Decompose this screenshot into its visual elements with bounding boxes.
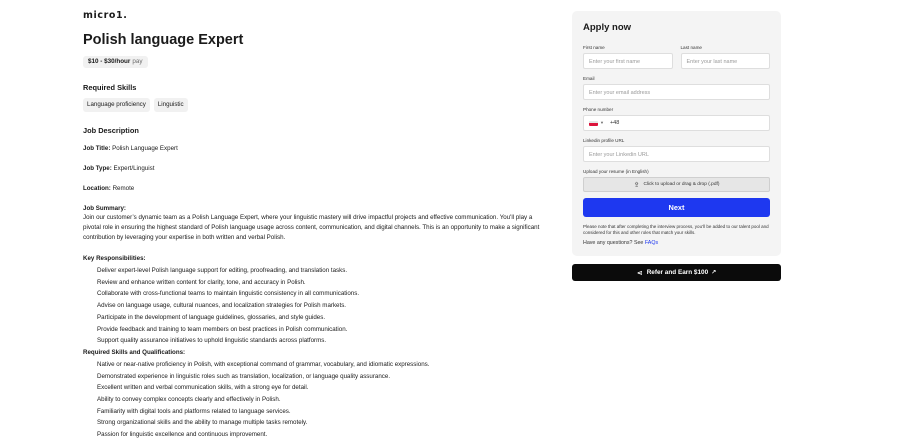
job-title-label: Job Title: bbox=[83, 145, 111, 152]
upload-icon: ⇪ bbox=[633, 181, 640, 189]
job-description-heading: Job Description bbox=[83, 126, 139, 135]
list-item: Demonstrated experience in linguistic roles such as translation, localization, or language quality assurance. bbox=[97, 372, 391, 380]
refer-earn-button[interactable] bbox=[572, 264, 781, 281]
refer-label: Refer and Earn $100 bbox=[646, 269, 709, 276]
list-item: Excellent written and verbal communication skills, with a strong eye for detail. bbox=[97, 384, 309, 392]
phone-group bbox=[583, 107, 770, 131]
pay-range: $10 - $30/hour bbox=[88, 58, 131, 65]
qualifications-label-line bbox=[83, 348, 548, 357]
micro1-logo[interactable]: micro1. bbox=[83, 10, 128, 21]
linkedin-label: Linkedin profile URL bbox=[583, 138, 625, 143]
list-item: Collaborate with cross-functional teams to maintain linguistic consistency in all communications. bbox=[97, 290, 360, 298]
list-item: Familiarity with digital tools and platforms related to language services. bbox=[97, 407, 291, 415]
resume-group bbox=[583, 169, 770, 192]
resume-upload-button[interactable] bbox=[583, 177, 770, 192]
email-group bbox=[583, 76, 770, 100]
email-label: Email bbox=[583, 76, 595, 81]
last-name-group bbox=[681, 45, 771, 69]
last-name-input[interactable]: Enter your last name bbox=[681, 53, 771, 69]
required-skills-heading: Required Skills bbox=[83, 83, 137, 92]
list-item: Deliver expert-level Polish language support for editing, proofreading, and translation tasks. bbox=[97, 267, 348, 274]
chevron-down-icon[interactable]: ▼ bbox=[600, 120, 604, 125]
list-item: Support quality assurance initiatives to uphold linguistic standards across platforms. bbox=[97, 337, 327, 345]
phone-label: Phone number bbox=[583, 107, 614, 112]
email-input[interactable]: Enter your email address bbox=[583, 84, 770, 100]
page-title: Polish language Expert bbox=[83, 32, 244, 48]
skill-chip: Linguistic bbox=[154, 98, 188, 112]
location-line bbox=[83, 184, 548, 193]
phone-input[interactable] bbox=[583, 115, 770, 131]
talent-pool-note: Please note that after completing the interview process, you’ll be added to our talent pool and considered for this and other roles that match your skills. bbox=[583, 224, 769, 236]
job-details bbox=[83, 10, 548, 441]
responsibilities-label: Key Responsibilities: bbox=[83, 255, 146, 262]
list-item: Participate in the development of language guidelines, glossaries, and style guides. bbox=[97, 313, 326, 321]
skills-list bbox=[83, 98, 548, 112]
name-row bbox=[583, 45, 770, 69]
first-name-group bbox=[583, 45, 673, 69]
faq-line bbox=[583, 240, 770, 247]
next-button[interactable]: Next bbox=[583, 198, 770, 217]
responsibilities-label-line bbox=[83, 254, 548, 263]
summary-label-line bbox=[83, 204, 548, 213]
share-icon: ⋖ bbox=[636, 269, 643, 277]
pay-unit: pay bbox=[132, 58, 143, 65]
faq-link[interactable]: FAQs bbox=[644, 240, 659, 247]
first-name-label: First name bbox=[583, 45, 605, 50]
apply-card bbox=[572, 11, 781, 256]
qualifications-list bbox=[83, 359, 548, 441]
list-item: Native or near-native proficiency in Polish, with exceptional command of grammar, vocabulary, and idiomatic expressions. bbox=[97, 360, 430, 368]
resume-upload-text: Click to upload or drag & drop (.pdf) bbox=[643, 182, 720, 187]
job-title-line bbox=[83, 144, 548, 153]
location-label: Location: bbox=[83, 185, 111, 192]
location-value: Remote bbox=[110, 185, 135, 192]
phone-country-code: +48 bbox=[609, 120, 620, 126]
list-item: Strong organizational skills and the ability to manage multiple tasks remotely. bbox=[97, 419, 308, 427]
job-type-line bbox=[83, 164, 548, 173]
summary-text: Join our customer’s dynamic team as a Polish Language Expert, where your linguistic mastery will drive impactful projects and effective communication. You'll play a pivotal role in ensuring the highest standard of Polish language usage across content, communication, and digital channels. This is an opportunity to make a significant contribution by leveraging your expertise in both written and verbal Polish. bbox=[83, 214, 540, 241]
summary-label: Job Summary: bbox=[83, 205, 126, 212]
list-item: Review and enhance written content for clarity, tone, and accuracy in Polish. bbox=[97, 278, 306, 286]
last-name-label: Last name bbox=[680, 45, 702, 50]
list-item: Passion for linguistic excellence and continuous improvement. bbox=[97, 431, 268, 439]
responsibilities-list bbox=[83, 265, 548, 347]
qualifications-label: Required Skills and Qualifications: bbox=[83, 348, 186, 356]
list-item: Provide feedback and training to team members on best practices in Polish communication. bbox=[97, 325, 348, 333]
first-name-input[interactable]: Enter your first name bbox=[583, 53, 673, 69]
pay-badge bbox=[83, 56, 148, 68]
resume-label: Upload your resume (in English) bbox=[583, 169, 649, 174]
skill-chip: Language proficiency bbox=[83, 98, 150, 112]
faq-prefix: Have any questions? See bbox=[583, 240, 645, 247]
poland-flag-icon[interactable] bbox=[589, 121, 598, 126]
apply-title: Apply now bbox=[583, 22, 632, 33]
external-arrow-icon: ↗ bbox=[711, 270, 717, 276]
list-item: Ability to convey complex concepts clearly and effectively in Polish. bbox=[97, 396, 281, 404]
linkedin-group bbox=[583, 138, 770, 162]
job-type-value: Expert/Linguist bbox=[111, 165, 155, 172]
job-title-value: Polish Language Expert bbox=[110, 145, 178, 152]
linkedin-input[interactable]: Enter your Linkedin URL bbox=[583, 146, 770, 162]
list-item: Advise on language usage, cultural nuances, and localization strategies for Polish markets. bbox=[97, 302, 347, 310]
job-type-label: Job Type: bbox=[83, 165, 112, 172]
